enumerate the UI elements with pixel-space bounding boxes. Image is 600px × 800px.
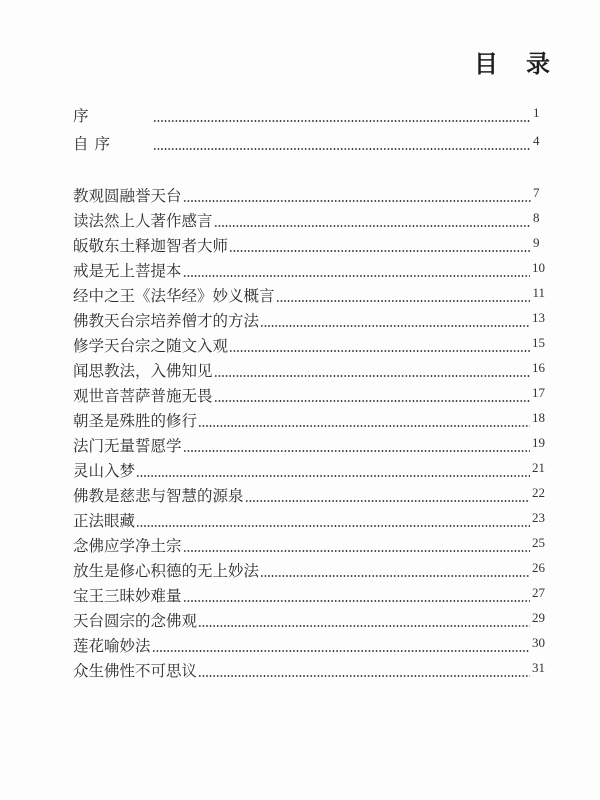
toc-row[interactable] bbox=[73, 610, 545, 632]
dot-leader bbox=[198, 425, 530, 427]
toc-page-number: 21 bbox=[532, 460, 545, 475]
toc-label: 皈敬东土释迦智者大师 bbox=[73, 237, 229, 255]
toc-page-number: 17 bbox=[532, 385, 545, 400]
dot-leader bbox=[214, 400, 530, 402]
toc-label: 天台圆宗的念佛观 bbox=[73, 612, 198, 630]
toc-label: 放生是修心积德的无上妙法 bbox=[73, 562, 260, 580]
toc-page-number: 7 bbox=[533, 185, 540, 200]
dot-leader bbox=[229, 350, 530, 352]
dot-leader bbox=[183, 200, 531, 202]
title-char-2: 录 bbox=[526, 49, 550, 78]
toc-label: 观世音菩萨普施无畏 bbox=[73, 387, 213, 405]
toc-row[interactable] bbox=[73, 485, 545, 507]
toc-row[interactable] bbox=[73, 410, 545, 432]
toc-row-preface[interactable] bbox=[73, 105, 545, 127]
toc-label: 序 bbox=[73, 107, 95, 125]
toc-page-number: 26 bbox=[532, 560, 545, 575]
toc-row[interactable] bbox=[73, 360, 545, 382]
toc-page-number: 10 bbox=[532, 260, 545, 275]
toc-label: 闻思教法，入佛知见 bbox=[73, 362, 213, 380]
toc-label: 朝圣是殊胜的修行 bbox=[73, 412, 198, 430]
toc-label: 戒是无上菩提本 bbox=[73, 262, 182, 280]
toc-row-author-preface[interactable] bbox=[73, 133, 545, 155]
dot-leader bbox=[183, 450, 530, 452]
dot-leader bbox=[214, 225, 531, 227]
toc-page-number: 22 bbox=[532, 485, 545, 500]
toc-row[interactable] bbox=[73, 535, 545, 557]
dot-leader bbox=[198, 675, 530, 677]
toc-page-number: 1 bbox=[533, 105, 540, 120]
toc-page-number: 29 bbox=[532, 610, 545, 625]
toc-row[interactable] bbox=[73, 260, 545, 282]
toc-page-number: 11 bbox=[532, 285, 545, 300]
page-title bbox=[474, 44, 550, 79]
dot-leader bbox=[229, 250, 531, 252]
toc-row[interactable] bbox=[73, 285, 545, 307]
toc-page-number: 15 bbox=[532, 335, 545, 350]
dot-leader bbox=[136, 525, 530, 527]
toc-row[interactable] bbox=[73, 435, 545, 457]
toc-row[interactable] bbox=[73, 635, 545, 657]
toc-label: 众生佛性不可思议 bbox=[73, 662, 198, 680]
dot-leader bbox=[214, 375, 530, 377]
dot-leader bbox=[260, 575, 530, 577]
toc-row[interactable] bbox=[73, 335, 545, 357]
dot-leader bbox=[276, 300, 531, 302]
toc-label: 佛教是慈悲与智慧的源泉 bbox=[73, 487, 244, 505]
toc-page-number: 13 bbox=[532, 310, 545, 325]
toc-row[interactable] bbox=[73, 660, 545, 682]
dot-leader bbox=[136, 475, 530, 477]
dot-leader bbox=[183, 600, 530, 602]
toc-page-number: 30 bbox=[532, 635, 545, 650]
toc-page-number: 19 bbox=[532, 435, 545, 450]
toc-row[interactable] bbox=[73, 585, 545, 607]
toc-row[interactable] bbox=[73, 385, 545, 407]
toc-label: 教观圆融誉天台 bbox=[73, 187, 182, 205]
toc-page-number: 4 bbox=[533, 133, 540, 148]
toc-label: 宝王三昧妙难量 bbox=[73, 587, 182, 605]
toc-page-number: 25 bbox=[532, 535, 545, 550]
toc-page-number: 16 bbox=[532, 360, 545, 375]
dot-leader bbox=[153, 148, 531, 150]
toc-label: 念佛应学净土宗 bbox=[73, 537, 182, 555]
toc-row[interactable] bbox=[73, 235, 545, 257]
dot-leader bbox=[198, 625, 530, 627]
toc-page-number: 27 bbox=[532, 585, 545, 600]
toc-label: 佛教天台宗培养僧才的方法 bbox=[73, 312, 260, 330]
toc-page-number: 8 bbox=[533, 210, 540, 225]
dot-leader bbox=[260, 325, 530, 327]
dot-leader bbox=[152, 650, 530, 652]
toc-row[interactable] bbox=[73, 560, 545, 582]
toc-row[interactable] bbox=[73, 310, 545, 332]
toc-row[interactable] bbox=[73, 210, 545, 232]
toc-row[interactable] bbox=[73, 185, 545, 207]
toc-label: 莲花喻妙法 bbox=[73, 637, 151, 655]
toc-page-number: 31 bbox=[532, 660, 545, 675]
dot-leader bbox=[245, 500, 530, 502]
toc-label: 正法眼藏 bbox=[73, 512, 136, 530]
toc-page-number: 23 bbox=[532, 510, 545, 525]
toc-page-number: 18 bbox=[532, 410, 545, 425]
toc-page-number: 9 bbox=[533, 235, 540, 250]
toc-label: 法门无量誓愿学 bbox=[73, 437, 182, 455]
dot-leader bbox=[183, 550, 530, 552]
toc-label: 自序 bbox=[73, 135, 117, 153]
dot-leader bbox=[183, 275, 530, 277]
toc-row[interactable] bbox=[73, 510, 545, 532]
toc-label: 经中之王《法华经》妙义概言 bbox=[73, 287, 275, 305]
toc-row[interactable] bbox=[73, 460, 545, 482]
title-char-1: 目 bbox=[474, 49, 498, 78]
toc-label: 灵山入梦 bbox=[73, 462, 136, 480]
toc-label: 修学天台宗之随文入观 bbox=[73, 337, 229, 355]
toc-label: 读法然上人著作感言 bbox=[73, 212, 213, 230]
dot-leader bbox=[153, 120, 531, 122]
